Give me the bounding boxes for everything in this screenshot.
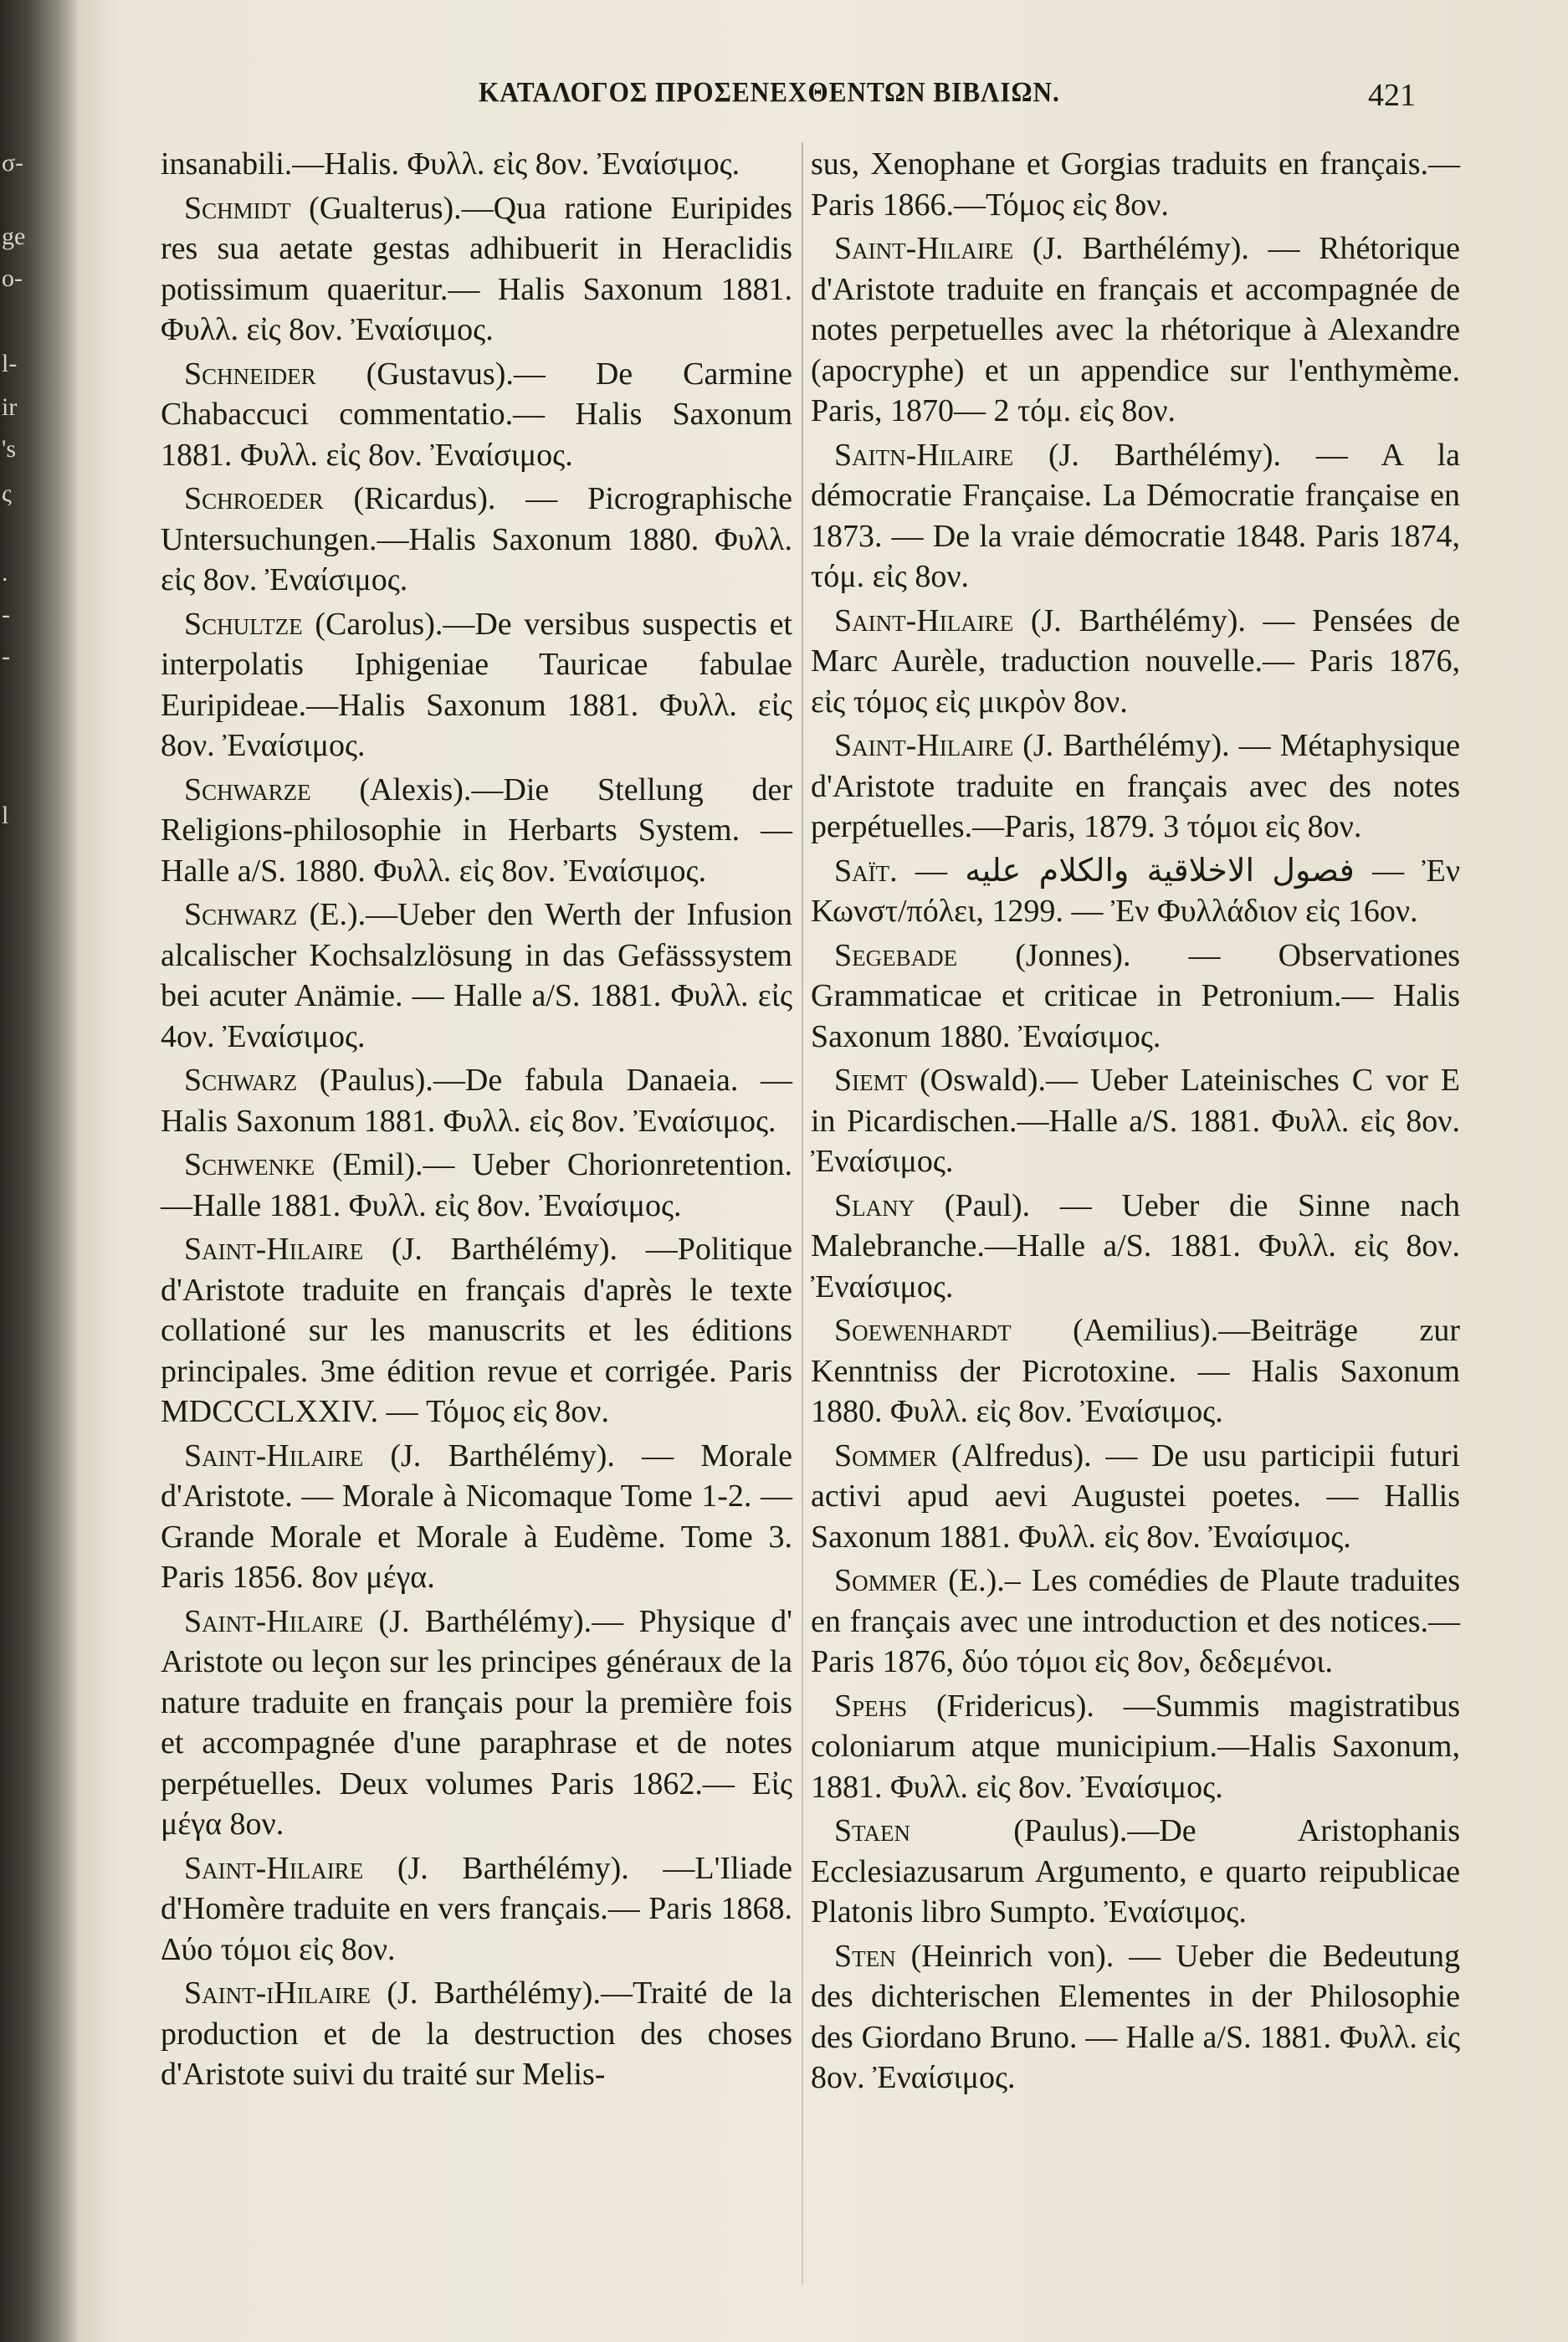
entry-text: (J. Barthélémy). — Rhétorique d'Aristote traduite en français et accompagnée de notes perpetuelles avec la rhétorique à Alexandre (apocryphe) et un appendice sur l'enthymème. Paris, 1870— 2 τόμ. εἰς 8ον.: [811, 231, 1460, 428]
entry-author: Spehs: [834, 1688, 908, 1724]
catalog-entry: [811, 1310, 1460, 1432]
entry-text: (Emil).— Ueber Chorionretention.—Halle 1881. Φυλλ. εἰς 8ον. Ἐναίσιμος.: [161, 1147, 792, 1223]
gutter-fragment: -: [2, 643, 10, 670]
catalog-entry: [811, 935, 1460, 1058]
left-column: [161, 144, 792, 2099]
entry-author: Schwenke: [184, 1147, 315, 1182]
catalog-entry: [811, 1060, 1460, 1182]
entry-text: (J. Barthélémy). — Pensées de Marc Aurèle, traduction nouvelle.— Paris 1876, εἰς τόμος εἰς μικρὸν 8ον.: [811, 602, 1460, 720]
entry-author: Schwarz: [184, 897, 298, 932]
catalog-entry: [811, 1686, 1460, 1808]
entry-author: Saint-Hilaire: [184, 1603, 364, 1639]
entry-text: (E.).—Ueber den Werth der Infusion alcalischer Kochsalzlösung in das Gefässsystem bei acuter Anämie. — Halle a/S. 1881. Φυλλ. εἰς 4ον. Ἐναίσιμος.: [161, 897, 792, 1054]
entry-author: Sommer: [834, 1563, 938, 1598]
catalog-entry: [161, 894, 792, 1057]
entry-author: Saint-Hilaire: [834, 602, 1014, 638]
catalog-entry: [811, 1186, 1460, 1308]
entry-author: Saint-Hilaire: [184, 1850, 364, 1886]
catalog-entry: [811, 435, 1460, 597]
entry-author: Saint-Hilaire: [184, 1232, 364, 1267]
entry-text: (Paul). — Ueber die Sinne nach Malebranche.—Halle a/S. 1881. Φυλλ. εἰς 8ον. Ἐναίσιμος.: [811, 1187, 1460, 1304]
catalog-entry: [161, 1848, 792, 1970]
entry-author: Schwarze: [184, 771, 311, 807]
entry-author: Saint-Hilaire: [834, 728, 1014, 763]
entry-text: (Gustavus).— De Carmine Chabaccuci commentatio.— Halis Saxonum 1881. Φυλλ. εἰς 8ον. Ἐναίσιμος.: [161, 356, 792, 473]
catalog-entry: [161, 1436, 792, 1598]
entry-author: Schwarz: [184, 1063, 298, 1098]
catalog-entry: [811, 144, 1460, 225]
gutter-fragment: .: [2, 559, 8, 587]
entry-text: (Paulus).—De fabula Danaeia. —Halis Saxonum 1881. Φυλλ. εἰς 8ον. Ἐναίσιμος.: [161, 1063, 792, 1139]
right-column: [811, 144, 1460, 2102]
entry-text: sus, Xenophane et Gorgias traduits en français.—Paris 1866.—Τόμος εἰς 8ον.: [811, 146, 1460, 223]
entry-text: (J. Barthélémy). — A la démocratie Française. La Démocratie française en 1873. — De la vraie démocratie 1848. Paris 1874, τόμ. εἰς 8ον.: [811, 437, 1460, 594]
catalog-entry: [161, 479, 792, 601]
gutter-fragment: ς: [2, 479, 12, 507]
catalog-entry: [161, 188, 792, 351]
entry-text: insanabili.—Halis. Φυλλ. εἰς 8ον. Ἐναίσιμος.: [161, 146, 740, 182]
book-page: [77, 0, 1568, 2342]
catalog-entry: [161, 604, 792, 766]
entry-text: (J. Barthélémy).—Traité de la production et de la destruction des choses d'Aristote suivi du traité sur Melis-: [161, 1976, 792, 2092]
gutter-fragment: l-: [2, 350, 18, 377]
entry-author: Saït: [834, 853, 890, 889]
entry-author: Staen: [834, 1813, 910, 1848]
entry-author: Saint-ıHilaire: [184, 1976, 372, 2011]
catalog-entry: [161, 1060, 792, 1141]
entry-author: Schultze: [184, 606, 303, 642]
catalog-entry: [161, 1229, 792, 1432]
catalog-entry: [811, 1811, 1460, 1933]
entry-text: . — فصول الاخلاقية والكلام عليه — Ἐν Κωνστ/πόλει, 1299. — Ἐν Φυλλάδιον εἰς 16ον.: [811, 853, 1460, 929]
entry-text: (Aemilius).—Beiträge zur Kenntniss der Picrotoxine. — Halis Saxonum 1880. Φυλλ. εἰς 8ον. Ἐναίσιμος.: [811, 1313, 1460, 1429]
entry-text: (J. Barthélémy). —Politique d'Aristote traduite en français d'après le texte collationé sur les manuscrits et les éditions principales. 3me édition revue et corrigée. Paris MDCCCLXXIV. — Τόμος εἰς 8ον.: [161, 1232, 792, 1429]
entry-text: (J. Barthélémy). —L'Iliade d'Homère traduite en vers français.— Paris 1868. Δύο τόμοι εἰς 8ον.: [161, 1850, 792, 1967]
entry-author: Schroeder: [184, 481, 324, 516]
catalog-entry: [811, 228, 1460, 432]
entry-author: Sommer: [834, 1437, 938, 1473]
catalog-entry: [811, 851, 1460, 932]
page-number: 421: [1368, 78, 1416, 113]
gutter-fragment: ir: [2, 393, 18, 421]
catalog-entry: [811, 1436, 1460, 1558]
entry-author: Sten: [834, 1938, 896, 1974]
entry-author: Siemt: [834, 1063, 908, 1098]
entry-text: (J. Barthélémy).— Physique d' Aristote ou leçon sur les principes généraux de la nature traduite en français pour la première fois et accompagnée d'une paraphrase et de notes perpétuelles. Deux volumes Paris 1862.— Εἰς μέγα 8ον.: [161, 1603, 792, 1842]
catalog-entry: [811, 1560, 1460, 1683]
gutter-fragment: l: [2, 802, 9, 829]
entry-text: (Gualterus).—Qua ratione Euripides res sua aetate gestas adhibuerit in Heraclidis potissimum quaeritur.— Halis Saxonum 1881. Φυλλ. εἰς 8ον. Ἐναίσιμος.: [161, 190, 792, 347]
entry-text: (Carolus).—De versibus suspectis et interpolatis Iphigeniae Tauricae fabulae Euripideae.—Halis Saxonum 1881. Φυλλ. εἰς 8ον. Ἐναίσιμος.: [161, 606, 792, 763]
entry-author: Soewenhardt: [834, 1313, 1012, 1348]
catalog-entry: [811, 601, 1460, 723]
entry-author: Slany: [834, 1187, 915, 1223]
catalog-entry: [161, 144, 792, 185]
catalog-entry: [161, 770, 792, 892]
catalog-entry: [161, 1145, 792, 1226]
entry-text: (Jonnes). — Observationes Grammaticae et criticae in Petronium.— Halis Saxonum 1880. Ἐναίσιμος.: [811, 937, 1460, 1054]
entry-author: Schmidt: [184, 190, 291, 226]
entry-author: Saitn-Hilaire: [834, 437, 1014, 473]
entry-text: (Paulus).—De Aristophanis Ecclesiazusarum Argumento, e quarto reipublicae Platonis libro Sumpto. Ἐναίσιμος.: [811, 1813, 1460, 1929]
catalog-entry: [161, 1601, 792, 1845]
entry-text: (Heinrich von). — Ueber die Bedeutung des dichterischen Elementes in der Philosophie des Giordano Bruno. — Halle a/S. 1881. Φυλλ. εἰς 8ον. Ἐναίσιμος.: [811, 1938, 1460, 2095]
entry-author: Segebade: [834, 937, 958, 973]
entry-text: (J. Barthélémy). — Métaphysique d'Aristote traduite en français avec des notes perpétuelles.—Paris, 1879. 3 τόμοι εἰς 8ον.: [811, 728, 1460, 844]
running-title: ΚΑΤΑΛΟΓΟΣ ΠΡΟΣΕΝΕΧΘΕΝΤΩΝ ΒΙΒΛΙΩΝ.: [479, 77, 1060, 108]
entry-text: (E.).– Les comédies de Plaute traduites en français avec une introduction et des notices.—Paris 1876, δύο τόμοι εἰς 8ον, δεδεμένοι.: [811, 1563, 1460, 1679]
gutter-fragment: o-: [2, 264, 23, 292]
entry-text: (J. Barthélémy). — Morale d'Aristote. — Morale à Nicomaque Tome 1-2. — Grande Morale et Morale à Eudème. Tome 3. Paris 1856. 8ον μέγα.: [161, 1437, 792, 1595]
catalog-entry: [161, 1973, 792, 2095]
catalog-entry: [811, 725, 1460, 848]
column-divider: [802, 142, 803, 2284]
gutter-fragment: σ-: [2, 149, 24, 177]
gutter-fragment: -: [2, 601, 10, 628]
facing-page-edge: [0, 0, 33, 2342]
entry-text: (Fridericus). —Summis magistratibus coloniarum atque municipium.—Halis Saxonum, 1881. Φυλλ. εἰς 8ον. Ἐναίσιμος.: [811, 1688, 1460, 1805]
gutter-fragment: ge: [2, 223, 26, 250]
entry-author: Saint-Hilaire: [834, 231, 1014, 266]
catalog-entry: [811, 1936, 1460, 2099]
catalog-entry: [161, 354, 792, 476]
gutter-fragment: 's: [2, 435, 17, 463]
entry-text: (Alfredus). — De usu participii futuri activi apud aevi Augustei poetes. — Hallis Saxonum 1881. Φυλλ. εἰς 8ον. Ἐναίσιμος.: [811, 1437, 1460, 1555]
entry-text: (Oswald).— Ueber Lateinisches C vor E in Picardischen.—Halle a/S. 1881. Φυλλ. εἰς 8ον. Ἐναίσιμος.: [811, 1063, 1460, 1179]
entry-author: Schneider: [184, 356, 316, 392]
entry-text: (Ricardus). — Picrographische Untersuchungen.—Halis Saxonum 1880. Φυλλ. εἰς 8ον. Ἐναίσιμος.: [161, 481, 792, 597]
entry-text: (Alexis).—Die Stellung der Religions-philosophie in Herbarts System. —Halle a/S. 1880. Φυλλ. εἰς 8ον. Ἐναίσιμος.: [161, 771, 792, 889]
entry-author: Saint-Hilaire: [184, 1437, 364, 1473]
